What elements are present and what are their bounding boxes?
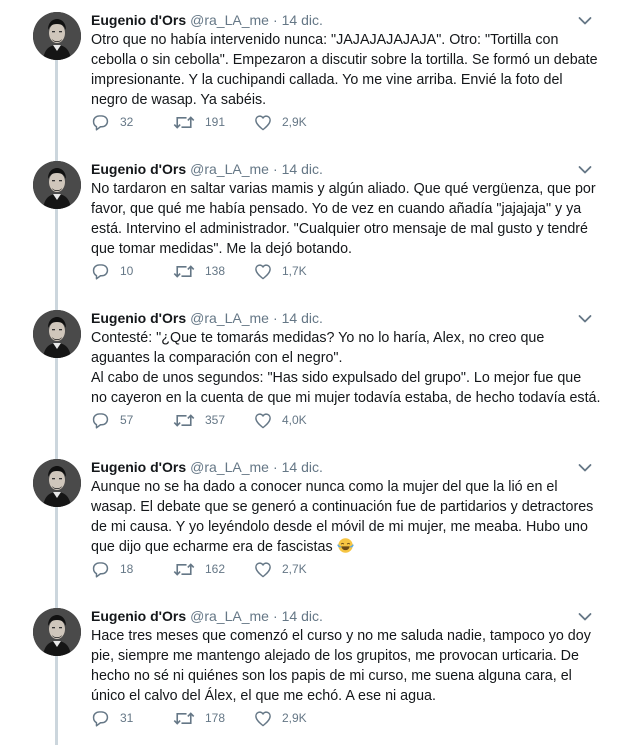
like-count: 2,9K [282,115,307,129]
retweet-button[interactable] [173,708,254,728]
heart-icon [254,710,272,727]
author-handle[interactable]: @ra_LA_me [190,459,269,475]
author-name[interactable]: Eugenio d'Ors [91,161,187,177]
retweet-count: 178 [205,711,226,725]
retweet-count: 191 [205,115,226,129]
tweet-actions [91,708,334,728]
reply-count: 18 [120,562,134,576]
tweet-paragraph-text: Aunque no se ha dado a conocer nunca como la mujer del que la lió en el wasap. El debate que se generó a continuación fue de partidarios y detractores de mi causa. Y yo leyéndolo desde el móvil de mi mujer, me meaba. Hubo uno que dijo que echarme era de fascistas [91,479,594,555]
tweet-paragraph: Otro que no había intervenido nunca: "JAJAJAJAJAJA". Otro: "Tortilla con cebolla o sin cebolla". Empezaron a discutir sobre la tortilla. Se formó un debate impresionante. Y la cuchipandi callada. Yo me vine arriba. Envié la foto del negro de wasap. Ya sabéis. [91,32,598,108]
dot-separator: · [272,12,278,28]
retweet-count: 138 [205,264,226,278]
like-button[interactable] [254,559,334,579]
tweet-actions [91,261,334,281]
reply-button[interactable] [91,410,173,430]
tweet-text [91,477,601,557]
author-handle[interactable]: @ra_LA_me [190,310,269,326]
reply-icon [91,710,110,727]
reply-icon [91,561,110,578]
reply-icon [91,114,110,131]
retweet-icon [173,263,195,280]
tweet-text [91,328,601,408]
tweet-header [91,309,323,327]
chevron-down-icon[interactable] [578,14,592,26]
like-count: 2,9K [282,711,307,725]
heart-icon [254,114,272,131]
retweet-icon [173,710,195,727]
tweet-paragraph: No tardaron en saltar varias mamis y algún aliado. Que qué vergüenza, que por favor, que qué me había pensado. Yo de vez en cuando añadía "jajajaja" y ya está. Intervino el administrador. "Cualquier otro mensaje de mal gusto y tendré que tomar medidas". Me la dejó botando. [91,181,596,257]
reply-button[interactable] [91,261,173,281]
avatar[interactable] [33,608,81,656]
tweet[interactable] [0,0,627,149]
tweet-text [91,626,601,706]
chevron-down-icon[interactable] [578,461,592,473]
dot-separator: · [272,310,278,326]
author-handle[interactable]: @ra_LA_me [190,161,269,177]
chevron-down-icon[interactable] [578,610,592,622]
author-handle[interactable]: @ra_LA_me [190,12,269,28]
dot-separator: · [272,161,278,177]
tweet-actions [91,559,334,579]
author-name[interactable]: Eugenio d'Ors [91,459,187,475]
like-button[interactable] [254,410,334,430]
dot-separator: · [272,608,278,624]
avatar[interactable] [33,310,81,358]
reply-icon [91,263,110,280]
tweet-header [91,458,323,476]
retweet-button[interactable] [173,112,254,132]
author-name[interactable]: Eugenio d'Ors [91,12,187,28]
tweet-paragraph: Contesté: "¿Que te tomarás medidas? Yo no lo haría, Alex, no creo que aguantes la comparación con el negro". [91,330,545,366]
like-button[interactable] [254,112,334,132]
heart-icon [254,412,272,429]
reply-button[interactable] [91,708,173,728]
heart-icon [254,263,272,280]
tweet-date[interactable]: 14 dic. [281,12,323,28]
avatar[interactable] [33,161,81,209]
author-name[interactable]: Eugenio d'Ors [91,608,187,624]
tweet[interactable] [0,596,627,745]
like-count: 4,0K [282,413,307,427]
reply-count: 32 [120,115,134,129]
tweet[interactable] [0,149,627,298]
retweet-button[interactable] [173,261,254,281]
like-button[interactable] [254,708,334,728]
author-name[interactable]: Eugenio d'Ors [91,310,187,326]
tweet[interactable] [0,298,627,447]
tweet-header [91,607,323,625]
retweet-count: 162 [205,562,226,576]
tweet-date[interactable]: 14 dic. [281,608,323,624]
heart-icon [254,561,272,578]
like-button[interactable] [254,261,334,281]
tweet-date[interactable]: 14 dic. [281,459,323,475]
author-handle[interactable]: @ra_LA_me [190,608,269,624]
reply-button[interactable] [91,112,173,132]
avatar[interactable] [33,459,81,507]
retweet-icon [173,412,195,429]
retweet-count: 357 [205,413,226,427]
tweet-text [91,30,601,110]
reply-count: 57 [120,413,134,427]
like-count: 1,7K [282,264,307,278]
retweet-button[interactable] [173,410,254,430]
tweet-date[interactable]: 14 dic. [281,161,323,177]
chevron-down-icon[interactable] [578,312,592,324]
tweet-actions [91,410,334,430]
tweet[interactable] [0,447,627,596]
like-count: 2,7K [282,562,307,576]
reply-button[interactable] [91,559,173,579]
tweet-header [91,11,323,29]
reply-count: 10 [120,264,134,278]
chevron-down-icon[interactable] [578,163,592,175]
avatar[interactable] [33,12,81,60]
reply-count: 31 [120,711,134,725]
tweet-date[interactable]: 14 dic. [281,310,323,326]
tweet-paragraph: Al cabo de unos segundos: "Has sido expulsado del grupo". Lo mejor fue que no cayeron en la cuenta de que mi mujer todavía estaba, de hecho todavía está. [91,370,601,406]
retweet-icon [173,561,195,578]
tweet-paragraph: Hace tres meses que comenzó el curso y no me saluda nadie, tampoco yo doy pie, siempre me mantengo alejado de los grupitos, me provocan urticaria. De hecho no sé ni quiénes son los papis de mi curso, me suena alguna cara, el único el calvo del Álex, el que me echó. A ese ni agua. [91,628,591,704]
tweet-paragraph [91,477,601,557]
tweet-text [91,179,601,259]
retweet-icon [173,114,195,131]
retweet-button[interactable] [173,559,254,579]
face-with-tears-of-joy-icon [337,537,354,554]
dot-separator: · [272,459,278,475]
tweet-actions [91,112,334,132]
tweet-header [91,160,323,178]
reply-icon [91,412,110,429]
